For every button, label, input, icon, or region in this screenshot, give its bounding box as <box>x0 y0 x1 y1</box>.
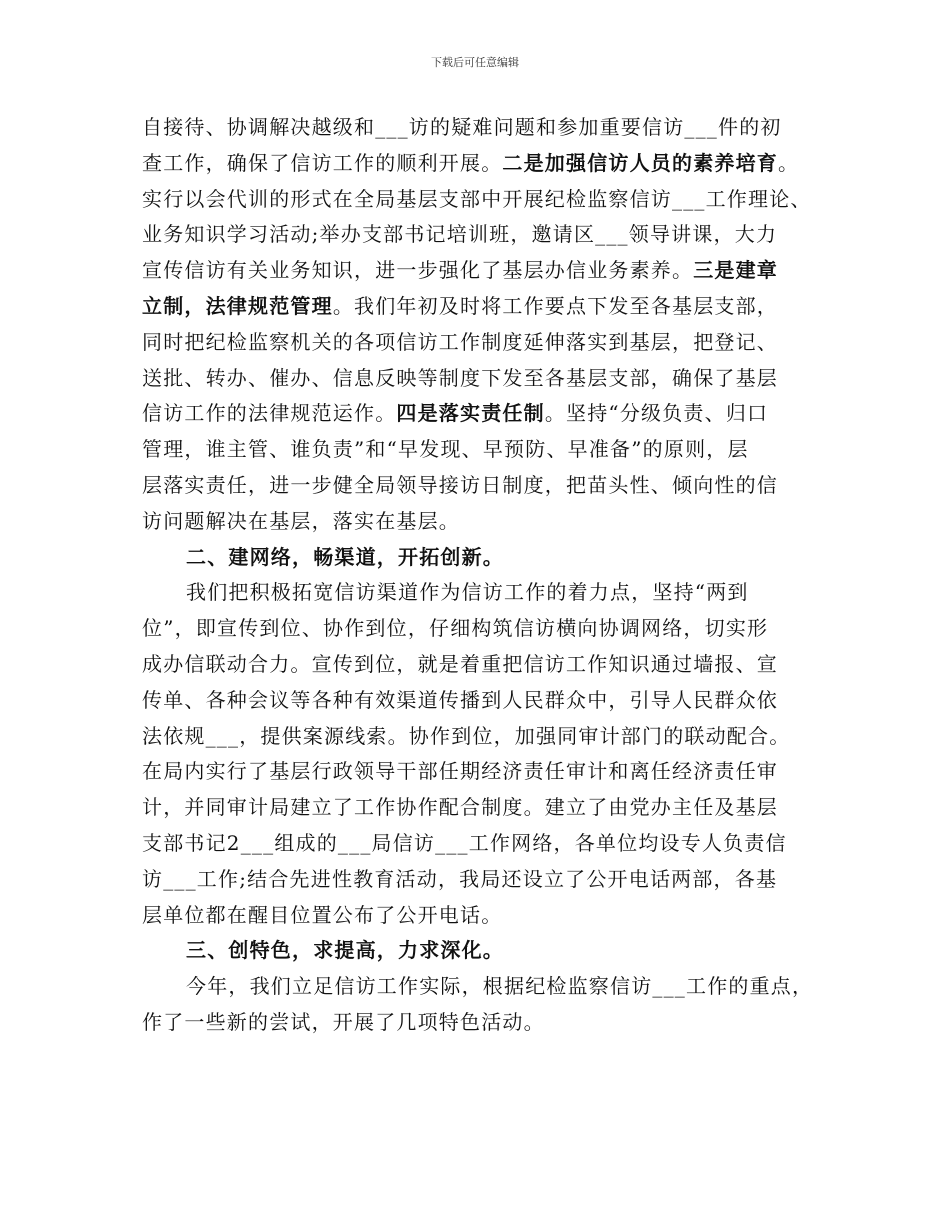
text-line <box>142 754 832 790</box>
text-line <box>142 719 832 755</box>
text-segment: 访问题解决在基层，落实在基层。 <box>142 508 460 533</box>
text-segment: 计，并同审计局建立了工作协作配合制度。建立了由党办主任及基层 <box>142 795 778 820</box>
text-line <box>142 1005 832 1041</box>
document-body <box>142 110 832 1041</box>
text-line <box>142 110 832 146</box>
text-line <box>142 289 832 325</box>
text-segment: 我们把积极拓宽信访渠道作为信访工作的着力点，坚持“两到 <box>186 580 749 605</box>
text-segment: 查工作，确保了信访工作的顺利开展。 <box>142 150 503 175</box>
text-segment: 支部书记2___组成的___局信访___工作网络，各单位均设专人负责信 <box>142 830 787 855</box>
text-segment: 。 <box>778 150 800 175</box>
text-line <box>142 575 832 611</box>
text-segment: 成办信联动合力。宣传到位，就是着重把信访工作知识通过墙报、宣 <box>142 651 778 676</box>
text-segment: 今年，我们立足信访工作实际，根据纪检监察信访___工作的重点， <box>186 974 814 999</box>
text-line <box>142 611 832 647</box>
text-segment: 位”，即宣传到位、协作到位，仔细构筑信访横向协调网络，切实形 <box>142 616 769 641</box>
page-header: 下载后可任意编辑 <box>431 56 519 69</box>
text-line <box>142 504 832 540</box>
text-line <box>142 933 832 969</box>
text-segment: 层落实责任，进一步健全局领导接访日制度，把苗头性、倾向性的信 <box>142 472 778 497</box>
bold-text-segment: 二是加强信访人员的素养培育 <box>502 150 779 175</box>
text-segment: 实行以会代训的形式在全局基层支部中开展纪检监察信访___工作理论、 <box>142 186 812 211</box>
bold-text-segment: 三是建章 <box>693 258 779 283</box>
text-line <box>142 898 832 934</box>
bold-text-segment: 三、创特色，求提高，力求深化。 <box>186 938 504 963</box>
text-segment: 宣传信访有关业务知识，进一步强化了基层办信业务素养。 <box>142 258 694 283</box>
text-line <box>142 969 832 1005</box>
text-segment: 送批、转办、催办、信息反映等制度下发至各基层支部，确保了基层 <box>142 365 778 390</box>
text-line <box>142 396 832 432</box>
text-line <box>142 790 832 826</box>
text-line <box>142 647 832 683</box>
text-line <box>142 862 832 898</box>
text-segment: 同时把纪检监察机关的各项信访工作制度延伸落实到基层，把登记、 <box>142 329 778 354</box>
text-segment: 自接待、协调解决越级和___访的疑难问题和参加重要信访___件的初 <box>142 115 782 139</box>
text-line <box>142 325 832 361</box>
text-segment: 。我们年初及时将工作要点下发至各基层支部， <box>332 293 779 318</box>
text-segment: 管理，谁主管、谁负责”和“早发现、早预防、早准备”的原则，层 <box>142 437 749 462</box>
bold-text-segment: 二、建网络，畅渠道，开拓创新。 <box>186 544 504 569</box>
text-line <box>142 468 832 504</box>
text-segment: 法依规___，提供案源线索。协作到位，加强同审计部门的联动配合。 <box>142 723 791 748</box>
bold-text-segment: 四是落实责任制 <box>396 401 545 426</box>
text-segment: 。坚持“分级负责、归口 <box>544 401 769 426</box>
text-line <box>142 361 832 397</box>
text-line <box>142 146 832 182</box>
bold-text-segment: 立制，法律规范管理 <box>142 293 333 318</box>
text-line <box>142 253 832 289</box>
text-segment: 信访工作的法律规范运作。 <box>142 401 397 426</box>
text-segment: 业务知识学习活动;举办支部书记培训班，邀请区___领导讲课，大力 <box>142 222 778 247</box>
text-segment: 在局内实行了基层行政领导干部任期经济责任审计和离任经济责任审 <box>142 759 778 784</box>
text-line <box>142 540 832 576</box>
text-segment: 作了一些新的尝试，开展了几项特色活动。 <box>142 1009 545 1034</box>
text-line <box>142 432 832 468</box>
text-segment: 层单位都在醒目位置公布了公开电话。 <box>142 902 503 927</box>
text-segment: 传单、各种会议等各种有效渠道传播到人民群众中，引导人民群众依 <box>142 687 778 712</box>
text-line <box>142 826 832 862</box>
text-line <box>142 182 832 218</box>
text-segment: 访___工作;结合先进性教育活动，我局还设立了公开电话两部，各基 <box>142 866 778 891</box>
text-line <box>142 683 832 719</box>
text-line <box>142 217 832 253</box>
